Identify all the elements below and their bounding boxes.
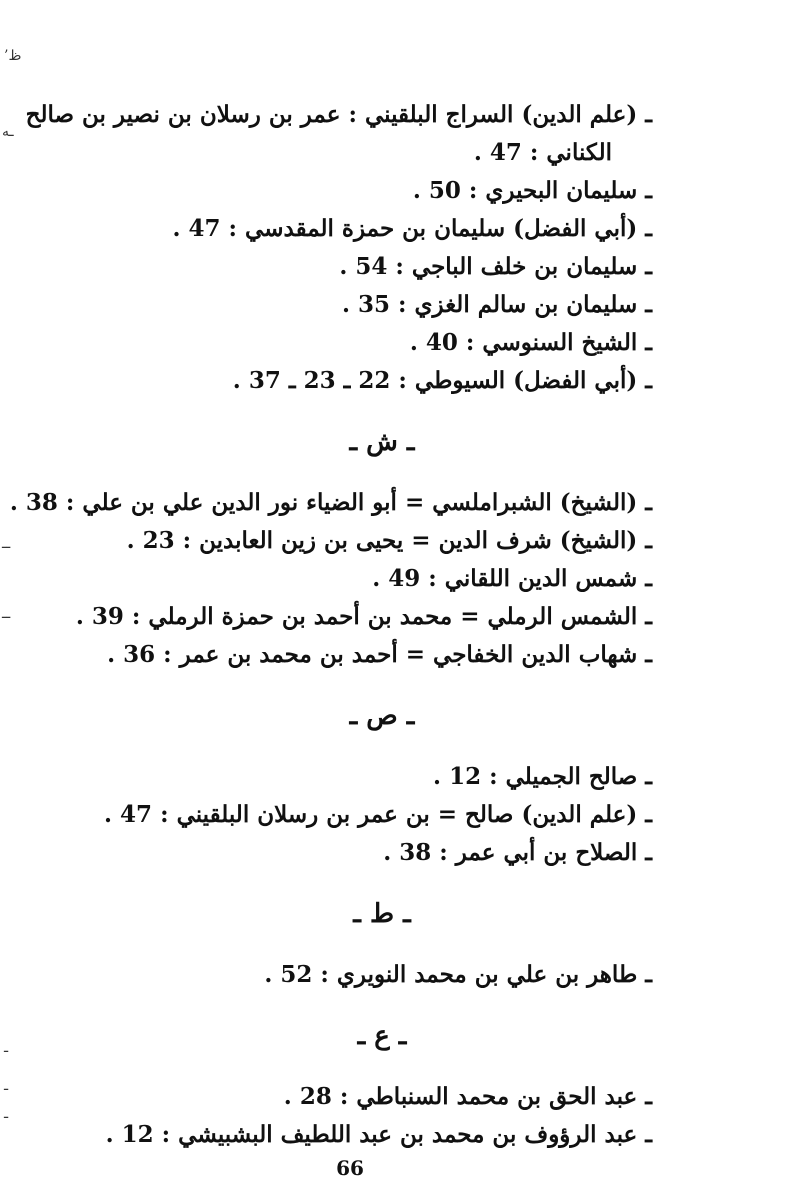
- section-letter-heading: ـ ع ـ: [357, 1021, 407, 1051]
- index-entry: ـ (الشيخ) شرف الدين = يحيى بن زين العابدين : 23 .: [126, 527, 652, 554]
- section-letter-heading: ـ ص ـ: [349, 701, 415, 731]
- page-number: 66: [336, 1156, 364, 1180]
- entry-continuation: الكناني : 47 .: [473, 139, 612, 166]
- index-entry: ـ عبد الرؤوف بن محمد بن عبد اللطيف البشبيشي : 12 .: [105, 1121, 652, 1148]
- index-entry: ـ الصلاح بن أبي عمر : 38 .: [383, 839, 652, 866]
- edge-mark: ـه: [2, 124, 14, 140]
- index-entry: [25, 96, 652, 172]
- index-entry: ـ عبد الحق بن محمد السنباطي : 28 .: [283, 1083, 652, 1110]
- index-entry: ـ (أبي الفضل) سليمان بن حمزة المقدسي : 47 .: [172, 215, 652, 242]
- edge-mark: ’ظ: [4, 48, 22, 64]
- edge-mark: ـ: [4, 1106, 9, 1122]
- edge-mark: ــ: [2, 606, 11, 622]
- index-entry: ـ سليمان البحيري : 50 .: [412, 177, 652, 204]
- index-group-taa: [52, 886, 652, 994]
- index-entry: ـ (أبي الفضل) السيوطي : 22 ـ 23 ـ 37 .: [232, 367, 652, 394]
- index-entry: ـ شمس الدين اللقاني : 49 .: [372, 565, 652, 592]
- index-entry: ـ سليمان بن خلف الباجي : 54 .: [339, 253, 652, 280]
- section-letter-heading: ـ ش ـ: [349, 427, 415, 457]
- index-entry: ـ (الشيخ) الشبراملسي = أبو الضياء نور الدين علي بن علي : 38 .: [9, 489, 652, 516]
- index-entry: ـ الشمس الرملي = محمد بن أحمد بن حمزة الرملي : 39 .: [75, 603, 652, 630]
- index-entry: ـ شهاب الدين الخفاجي = أحمد بن محمد بن عمر : 36 .: [107, 641, 652, 668]
- edge-mark: ـ: [4, 1078, 9, 1094]
- index-group-ain: [52, 1008, 652, 1154]
- section-letter-heading: ـ ط ـ: [353, 899, 411, 929]
- index-entry: ـ الشيخ السنوسي : 40 .: [409, 329, 652, 356]
- index-entry: ـ سليمان بن سالم الغزي : 35 .: [341, 291, 652, 318]
- entry-text: ـ (علم الدين) السراج البلقيني : عمر بن رسلان بن نصير بن صالح: [25, 101, 652, 128]
- index-entry: ـ (علم الدين) صالح = بن عمر بن رسلان البلقيني : 47 .: [104, 801, 652, 828]
- edge-mark: ـ: [4, 1040, 9, 1056]
- edge-mark: ــ: [2, 536, 11, 552]
- index-content: [9, 96, 652, 1154]
- index-entry: ـ صالح الجميلي : 12 .: [433, 763, 652, 790]
- index-group-seen: [25, 96, 652, 400]
- index-group-sad: [52, 688, 652, 872]
- index-entry: ـ طاهر بن علي بن محمد النويري : 52 .: [264, 961, 652, 988]
- index-group-sheen: [9, 414, 652, 674]
